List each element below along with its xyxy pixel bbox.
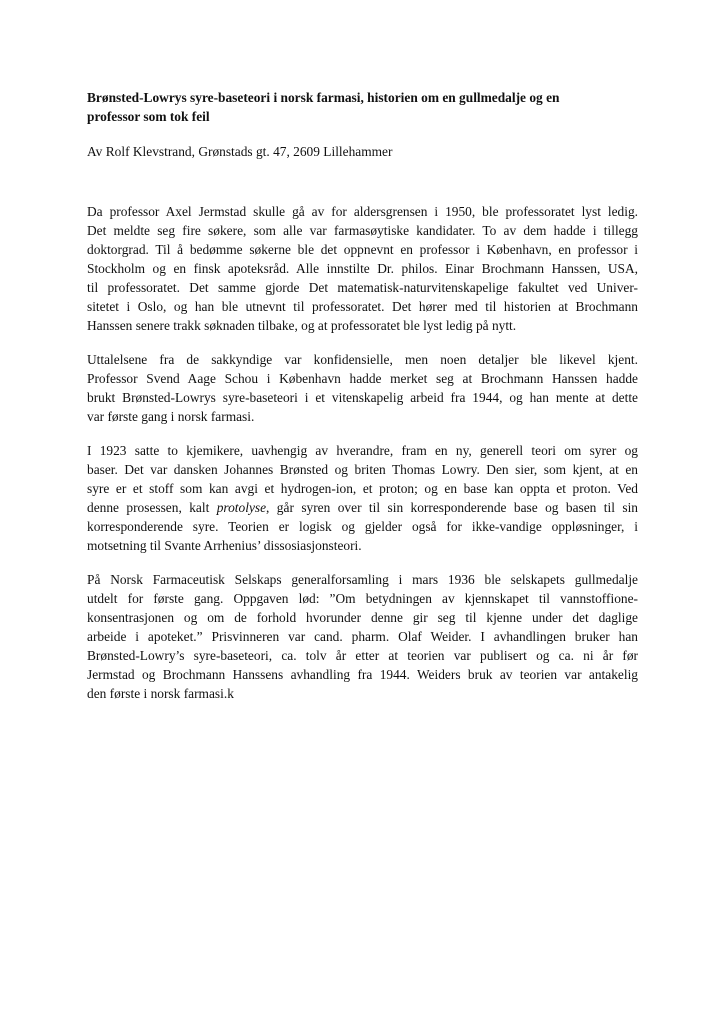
text-line: Stockholm og en finsk apoteksråd. Alle innstilte Dr. philos. Einar Brochmann Hanssen, USA, (87, 261, 638, 276)
title-line: Brønsted-Lowrys syre-baseteori i norsk farmasi, historien om en gullmedalje og en (87, 90, 560, 105)
text-line: syre er et stoff som kan avgi et hydrogen-ion, et proton; og en base kan oppta et proton. Ved (87, 481, 638, 496)
paragraph-2 (87, 350, 638, 426)
text-line: Brønsted-Lowry’s syre-baseteori, ca. tolv år etter at teorien var publisert og ca. ni år før (87, 648, 638, 663)
body-text (87, 202, 638, 703)
text-line: utdelt for første gang. Oppgaven lød: ”Om betydningen av kjennskapet til vannstoffione- (87, 591, 638, 606)
paragraph-4 (87, 570, 638, 703)
italic-term: protolyse (216, 500, 267, 515)
text-line: motsetning til Svante Arrhenius’ dissosiasjonsteori. (87, 538, 362, 553)
document-content (87, 88, 638, 718)
text-line: korresponderende syre. Teorien er logisk og gjelder også for ikke-vandige oppløsninger, i (87, 519, 638, 534)
text-line: Hanssen senere trakk søknaden tilbake, og at professoratet ble lyst ledig på nytt. (87, 318, 517, 333)
text-line: Professor Svend Aage Schou i København hadde merket seg at Brochmann Hanssen hadde (87, 371, 638, 386)
text-line: På Norsk Farmaceutisk Selskaps generalforsamling i mars 1936 ble selskapets gullmedalje (87, 572, 638, 587)
author-line: Av Rolf Klevstrand, Grønstads gt. 47, 2609 Lillehammer (87, 144, 393, 159)
paragraph-1 (87, 202, 638, 335)
text-line: denne prosessen, kalt protolyse, går syren over til sin korresponderende base og basen til sin (87, 500, 638, 515)
text-line: Da professor Axel Jermstad skulle gå av for aldersgrensen i 1950, ble professoratet lyst ledig. (87, 204, 638, 219)
text-line: den første i norsk farmasi.k (87, 686, 234, 701)
text-line: Det meldte seg fire søkere, som alle var farmasøytiske kandidater. To av dem hadde i tillegg (87, 223, 638, 238)
text-line: Jermstad og Brochmann Hanssens avhandling fra 1944. Weiders bruk av teorien var antakelig (87, 667, 638, 682)
paragraph-3 (87, 441, 638, 555)
text-line: brukt Brønsted-Lowrys syre-baseteori i et vitenskapelig arbeid fra 1944, og han mente at dette (87, 390, 638, 405)
text-line: sitetet i Oslo, og han ble utnevnt til professoratet. Det hører med til historien at Brochmann (87, 299, 638, 314)
text-line: konsentrasjonen og om de forhold hvorunder denne gir seg til kjenne under det daglige (87, 610, 638, 625)
text-line: Uttalelsene fra de sakkyndige var konfidensielle, men noen detaljer ble likevel kjent. (87, 352, 638, 367)
text-line: arbeide i apoteket.” Prisvinneren var cand. pharm. Olaf Weider. I avhandlingen bruker han (87, 629, 638, 644)
document-title (87, 88, 607, 126)
text-line: I 1923 satte to kjemikere, uavhengig av hverandre, fram en ny, generell teori om syrer og (87, 443, 638, 458)
title-line: professor som tok feil (87, 109, 210, 124)
text-line: var første gang i norsk farmasi. (87, 409, 255, 424)
text-line: til professoratet. Det samme gjorde Det matematisk-naturvitenskapelige fakultet ved Univer- (87, 280, 638, 295)
text-line: baser. Det var dansken Johannes Brønsted og briten Thomas Lowry. Den sier, som kjent, at en (87, 462, 638, 477)
text-line: doktorgrad. Til å bedømme søkerne ble det oppnevnt en professor i København, en professor i (87, 242, 638, 257)
